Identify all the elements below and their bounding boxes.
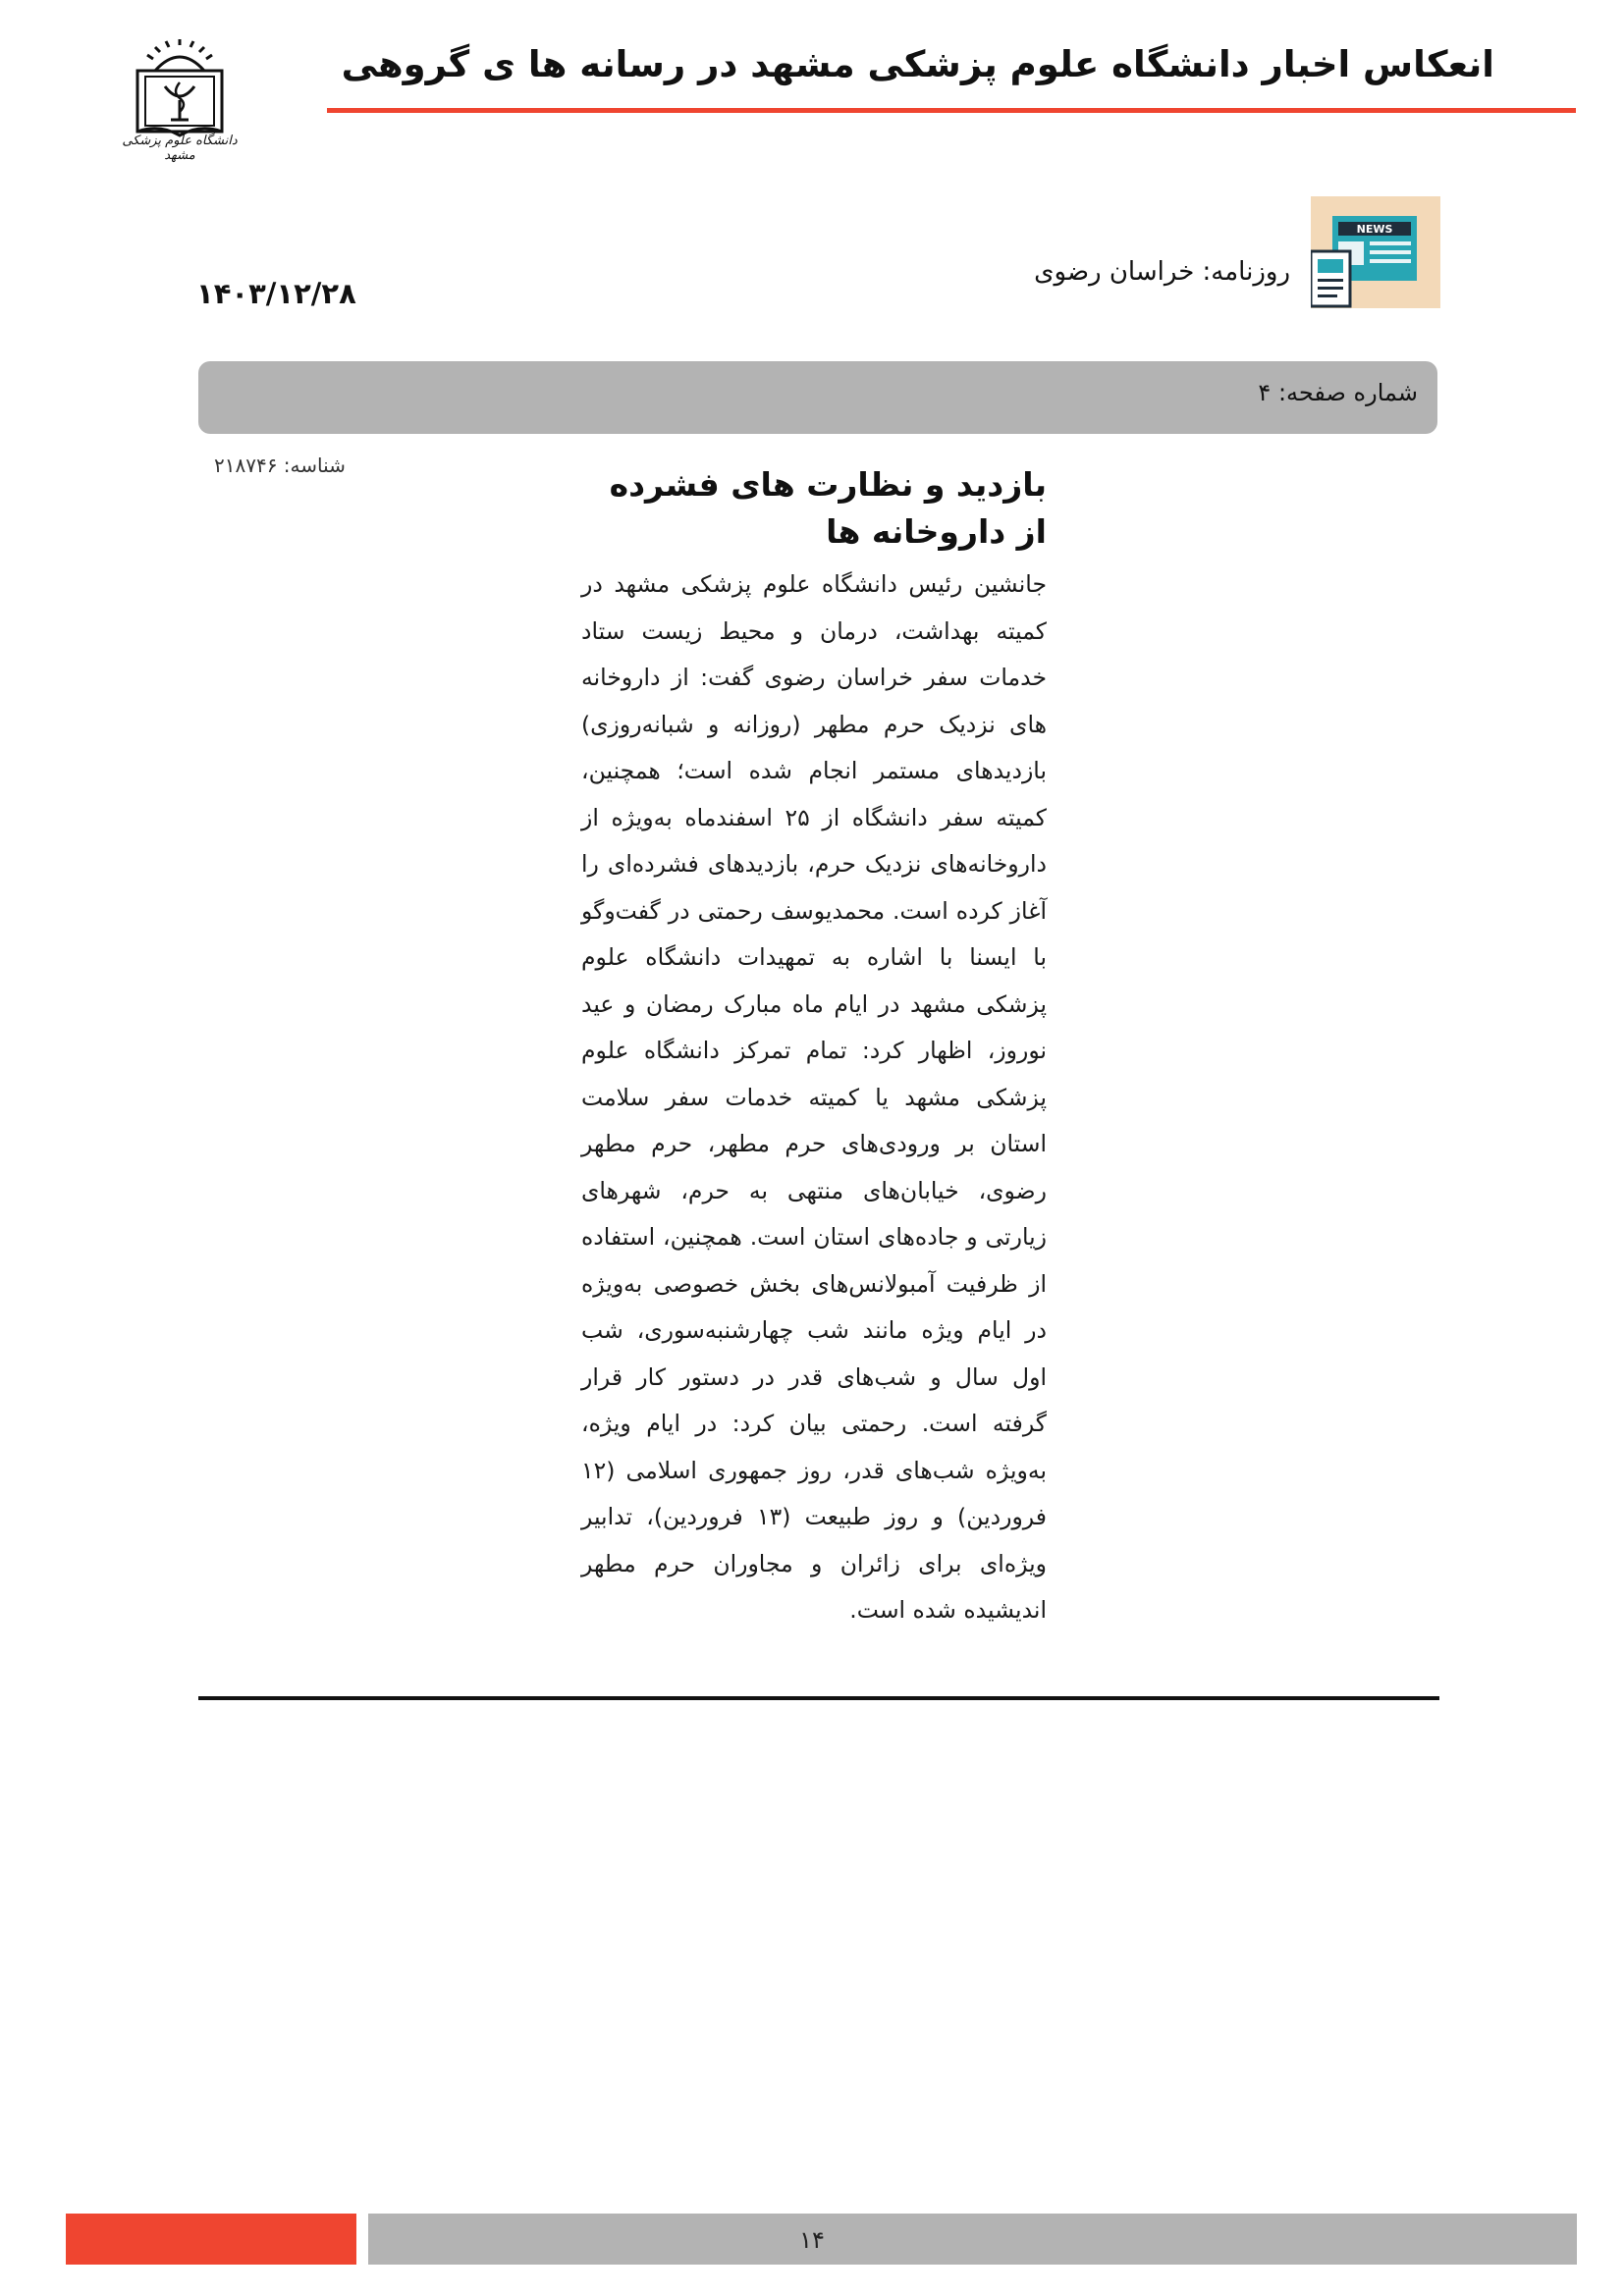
article-body: جانشین رئیس دانشگاه علوم پزشکی مشهد در کمیته بهداشت، درمان و محیط زیست ستاد خدمات سفر خراسان رضوی گفت: از داروخانه های نزدیک حرم مطهر (روزانه و شبانه‌روزی) بازدیدهای مستمر انجام شده است؛ همچنین، کمیته سفر دانشگاه از ۲۵ اسفندماه به‌ویژه از داروخانه‌های نزدیک حرم، بازدیدهای فشرده‌ای را آغاز کرده است. محمدیوسف رحمتی در گفت‌وگو با ایسنا با اشاره به تمهیدات دانشگاه علوم پزشکی مشهد در ایام ماه مبارک رمضان و عید نوروز، اظهار کرد: تمام تمرکز دانشگاه علوم پزشکی مشهد یا کمیته خدمات سفر سلامت استان بر ورودی‌های حرم مطهر، حرم مطهر رضوی، خیابان‌های منتهی به حرم، شهرهای زیارتی و جاده‌های استان است. همچنین، استفاده از ظرفیت آمبولانس‌های بخش خصوصی به‌ویژه در ایام ویژه مانند شب چهارشنبه‌سوری، شب اول سال و شب‌های قدر در دستور کار قرار گرفته است. رحمتی بیان کرد: در ایام ویژه، به‌ویژه شب‌های قدر، روز جمهوری اسلامی (۱۲ فروردین) و روز طبیعت (۱۳ فروردین)، تدابیر ویژه‌ای برای زائران و مجاوران حرم مطهر اندیشیده شده است. — [581, 570, 1047, 1624]
footer-page-number: ۱۴ — [799, 2226, 825, 2254]
publish-date: ۱۴۰۳/۱۲/۲۸ — [196, 277, 356, 310]
svg-text:NEWS: NEWS — [1356, 223, 1393, 236]
page-title: انعکاس اخبار دانشگاه علوم پزشکی مشهد در رسانه ها ی گروهی — [341, 43, 1494, 85]
article-end-divider — [198, 1696, 1439, 1700]
header-divider — [327, 108, 1576, 113]
newspaper-icon — [1311, 196, 1440, 308]
page-number-bar — [198, 361, 1437, 434]
article-title: بازدید و نظارت های فشرده از داروخانه ها — [609, 465, 1047, 551]
page-number-label: شماره صفحه: ۴ — [1258, 379, 1418, 406]
article — [581, 461, 1047, 1634]
article-id: شناسه: ۲۱۸۷۴۶ — [214, 454, 346, 477]
newspaper-source: روزنامه: خراسان رضوی — [1034, 257, 1290, 287]
logo-caption: دانشگاه علوم پزشکی مشهد — [122, 133, 238, 163]
